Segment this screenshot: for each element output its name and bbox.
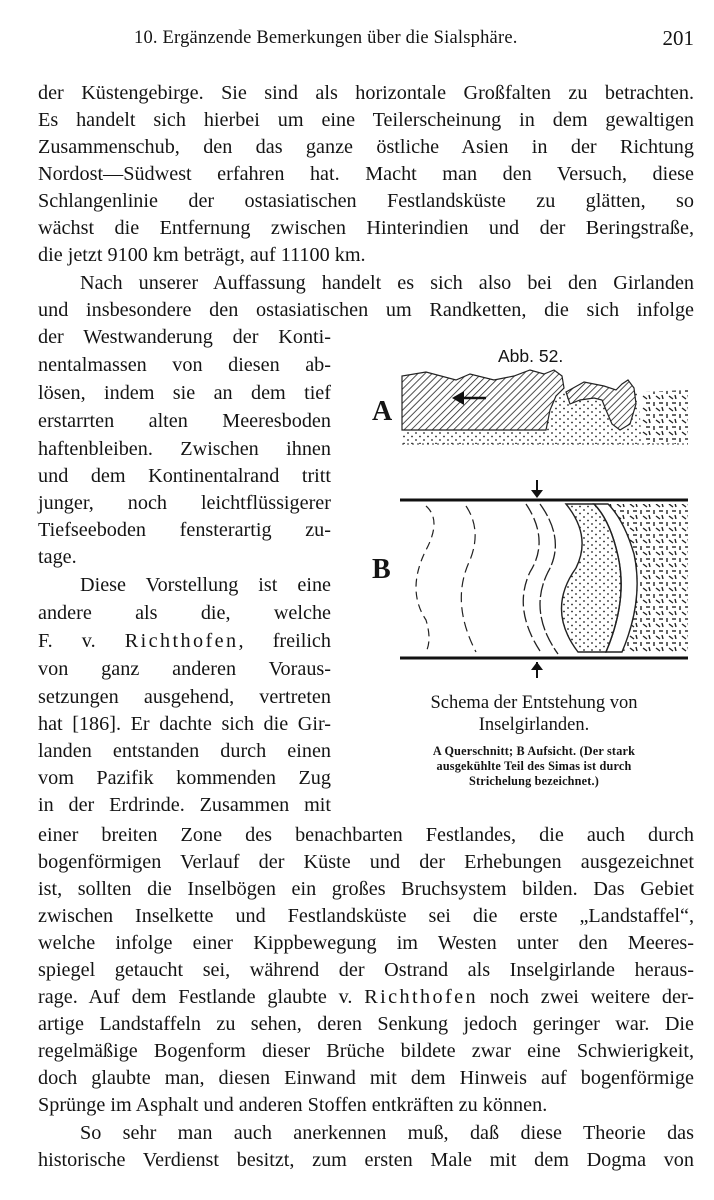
text-line: vom Pazifik kommenden Zug [38,767,331,789]
person-name: Richthofen [364,986,478,1008]
text-line: von ganz anderen Voraus- [38,658,331,680]
caption-line: Schema der Entstehung von [430,693,638,713]
text-line: in der Erdrinde. Zusammen mit [38,794,331,816]
text-line: lösen, indem sie an dem tief [38,382,331,404]
text-line: wächst die Entfernung zwischen Hinterindien und der Beringstraße, [38,217,694,239]
text-line: Schlangenlinie der ostasiatischen Festlandsküste zu glätten, so [38,190,694,212]
text-line: haftenbleiben. Zwischen ihnen [38,438,331,460]
figure-caption [366,692,702,736]
text-line: setzungen ausgehend, vertreten [38,686,331,708]
page-header [38,24,694,52]
text-line: der Westwanderung der Konti- [38,326,331,348]
text-line: der Küstengebirge. Sie sind als horizontale Großfalten zu betrachten. [38,82,694,104]
page-number: 201 [662,26,694,50]
text-fragment: noch zwei weitere der- [477,986,695,1008]
text-line: historische Verdienst besitzt, zum ersten Male mit dem Dogma von [38,1149,694,1171]
figure-abb-52 [366,340,702,810]
text-line: tage. [38,546,77,568]
text-line: Zusammenschub, den das ganze östliche Asien in der Richtung [38,136,694,158]
text-line [38,984,694,1011]
text-line: Nordost—Südwest erfahren hat. Macht man den Versuch, diese [38,163,694,185]
label-b: B [372,554,391,585]
text-line: landen entstanden durch einen [38,740,331,762]
text-line: andere als die, welche [38,602,331,624]
text-line: Diese Vorstellung ist eine [80,574,331,596]
text-line: artige Landstaffeln zu sehen, deren Senkung jedoch geringer war. Die [38,1013,694,1035]
text-line [38,628,331,655]
text-fragment: , freilich [238,630,331,652]
caption-line: Inselgirlanden. [478,715,590,735]
text-line: Tiefseeboden fensterartig zu- [38,519,331,541]
running-title: 10. Ergänzende Bemerkungen über die Sialsphäre. [134,28,518,48]
text-line: Es handelt sich hierbei um eine Teilerscheinung in dem gewaltigen [38,109,694,131]
text-fragment: rage. Auf dem Festlande glaubte v. [38,986,365,1008]
text-line: und insbesondere den ostasiatischen um Randketten, die sich infolge [38,299,694,321]
text-line: bogenförmigen Verlauf der Küste und der Erhebungen ausgezeichnet [38,851,694,873]
plan-view-diagram [400,480,688,678]
text-fragment: F. v. [38,630,125,652]
text-line: welche infolge einer Kippbewegung im Westen unter den Meeres- [38,932,694,954]
text-line: einer breiten Zone des benachbarten Festlandes, die auch durch [38,824,694,846]
person-name: Richthofen [124,630,239,652]
text-line: So sehr man auch anerkennen muß, daß diese Theorie das [80,1122,694,1144]
text-line: ist, sollten die Inselbögen ein großes Bruchsystem bilden. Das Gebiet [38,878,694,900]
text-line: junger, noch leichtflüssigerer [38,492,331,514]
label-a: A [372,396,393,427]
text-line: erstarrten alten Meeresboden [38,410,331,432]
text-line: Nach unserer Auffassung handelt es sich also bei den Girlanden [80,272,694,294]
note-line: ausgekühlte Teil des Simas ist durch [436,759,632,773]
text-line: Sprünge im Asphalt und anderen Stoffen entkräften zu können. [38,1094,548,1116]
cross-section-diagram [402,370,688,444]
text-line: zwischen Inselkette und Festlandsküste sei die erste „Landstaffel“, [38,905,694,927]
text-line: nentalmassen von diesen ab- [38,354,331,376]
note-line: A Querschnitt; B Aufsicht. (Der stark [432,744,636,758]
text-line: regelmäßige Bogenform dieser Brüche bildete zwar eine Schwierigkeit, [38,1040,694,1062]
text-line: spiegel getaucht sei, während der Ostrand als Inselgirlande heraus- [38,959,694,981]
text-line: hat [186]. Er dachte sich die Gir- [38,713,331,735]
figure-drawing [366,340,702,690]
text-line: die jetzt 9100 km beträgt, auf 11100 km. [38,244,366,266]
figure-note [366,744,702,789]
text-line: und dem Kontinentalrand tritt [38,465,331,487]
figure-title: Abb. 52. [498,346,564,366]
note-line: Strichelung bezeichnet.) [468,774,600,788]
text-line: doch glaubte man, diesen Einwand mit dem Hinweis auf bogenförmige [38,1067,694,1089]
